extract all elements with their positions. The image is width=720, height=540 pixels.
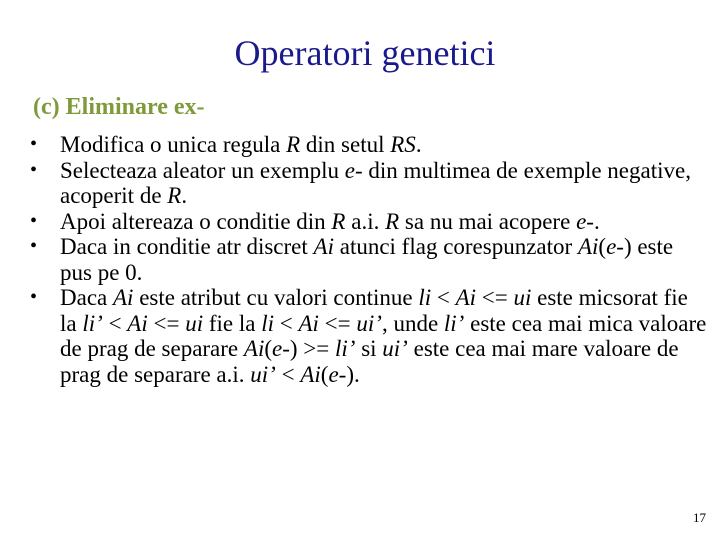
text-run: ). [346, 361, 360, 387]
text-run: < [275, 361, 301, 387]
italic-term: RS [390, 132, 416, 157]
text-run: . [181, 183, 188, 208]
italic-term: Ai [298, 310, 319, 336]
text-run: <= [147, 310, 186, 336]
text-run: Modifica o unica regula [60, 132, 287, 157]
bullet-item-2 [30, 158, 710, 209]
text-run: < [273, 310, 299, 336]
italic-term: R [331, 208, 346, 234]
italic-term: e- [328, 361, 347, 387]
bullet-item-1 [30, 132, 710, 158]
italic-term: Ai [243, 336, 265, 361]
italic-term: R [385, 208, 400, 234]
bullet-dot-icon: • [30, 158, 38, 181]
text-run: este atribut cu valori continue [133, 285, 419, 310]
text-run: , unde [381, 310, 444, 336]
italic-term: R [167, 183, 182, 208]
italic-term: e- [606, 234, 624, 259]
bullet-list [30, 132, 710, 387]
bullet-item-5 [30, 285, 710, 387]
italic-term: li’ [82, 310, 103, 336]
italic-term: ui [185, 310, 204, 336]
bullet-text-2 [60, 158, 691, 209]
bullet-dot-icon: • [30, 286, 38, 308]
italic-term: R [286, 132, 301, 157]
italic-term: li’ [335, 336, 356, 361]
text-run: sa nu mai acopere [399, 208, 577, 234]
text-run: este cea mai mare valoare de prag de separare a.i. [60, 336, 679, 387]
text-run: atunci flag corespunzator [333, 234, 578, 259]
bullet-dot-icon: • [30, 235, 38, 257]
text-run: din multimea de exemple negative, acoperit de [60, 157, 691, 208]
text-run: ( [264, 336, 273, 361]
italic-term: e- [344, 157, 363, 183]
text-run: si [355, 336, 383, 361]
text-run: ) >= [289, 336, 335, 361]
text-run: < [102, 310, 128, 336]
page-number: 17 [693, 510, 706, 525]
text-run: a.i. [345, 208, 386, 234]
text-run: . [593, 208, 600, 234]
italic-term: Ai [300, 361, 321, 387]
bullet-item-3 [30, 209, 710, 235]
italic-term: Ai [127, 310, 148, 336]
text-run: ) este pus pe 0. [60, 234, 674, 285]
italic-term: Ai [113, 285, 134, 310]
italic-term: li’ [443, 310, 465, 336]
text-run: < [431, 285, 456, 310]
italic-term: li [261, 310, 274, 336]
bullet-text-1 [60, 132, 422, 157]
text-run: Selecteaza aleator un exemplu [60, 157, 345, 183]
italic-term: ui [513, 285, 532, 310]
italic-term: e- [272, 336, 290, 361]
text-run: fie la [203, 310, 262, 336]
italic-term: ui’ [250, 361, 276, 387]
italic-term: Ai [313, 234, 334, 259]
bullet-dot-icon: • [30, 133, 38, 155]
text-run: este cea mai mica valoare de prag de separare [60, 310, 707, 361]
section-subtitle: (c) Eliminare ex- [33, 94, 205, 120]
bullet-text-3 [60, 209, 600, 234]
italic-term: li [418, 285, 432, 310]
slide-title: Operatori genetici [234, 33, 496, 73]
text-run: este micsorat fie la [60, 285, 688, 336]
italic-term: e- [576, 208, 594, 234]
text-run: din setul [300, 132, 391, 157]
bullet-item-4 [30, 234, 710, 285]
bullet-dot-icon: • [30, 209, 38, 232]
bullet-text-4 [60, 234, 673, 285]
text-run: Daca [60, 285, 113, 310]
text-run: <= [318, 310, 357, 336]
italic-term: Ai [577, 234, 599, 259]
italic-term: Ai [455, 285, 477, 310]
text-run: Daca in conditie atr discret [60, 234, 314, 259]
italic-term: ui’ [382, 336, 408, 361]
bullet-text-5 [60, 285, 706, 387]
text-run: ( [598, 234, 607, 259]
italic-term: ui’ [356, 310, 382, 336]
text-run: <= [476, 285, 514, 310]
text-run: Apoi altereaza o conditie din [60, 208, 332, 234]
text-run: ( [320, 361, 329, 387]
text-run: . [415, 132, 422, 157]
